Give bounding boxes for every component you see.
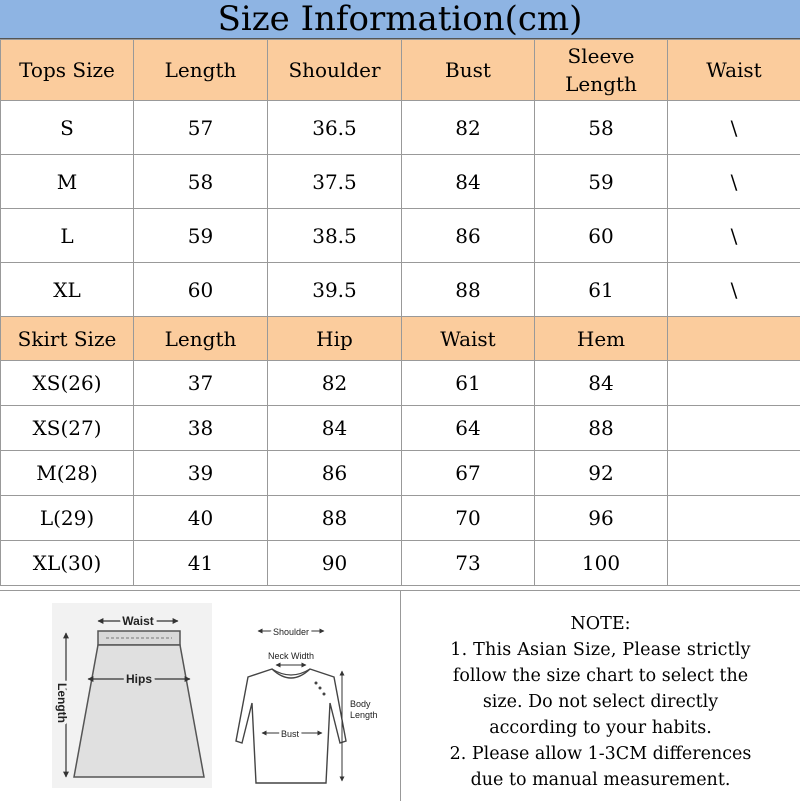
tops-header-cell: Bust <box>402 40 535 101</box>
skirt-header-row <box>1 317 800 361</box>
table-row <box>1 263 800 317</box>
table-cell: 37.5 <box>268 155 402 209</box>
table-cell: 39 <box>134 451 268 496</box>
table-row <box>1 209 800 263</box>
note-line: due to manual measurement. <box>401 767 800 793</box>
page-title: Size Information(cm) <box>0 0 800 40</box>
table-cell: 61 <box>535 263 668 317</box>
table-cell: 84 <box>402 155 535 209</box>
note-line: 1. This Asian Size, Please strictly <box>401 637 800 663</box>
skirt-waist-label: Waist <box>122 614 154 628</box>
table-cell: 70 <box>402 496 535 541</box>
skirt-header-cell: Skirt Size <box>1 317 134 361</box>
table-cell: 92 <box>535 451 668 496</box>
table-cell: 73 <box>402 541 535 586</box>
table-cell: 37 <box>134 361 268 406</box>
table-cell: 59 <box>134 209 268 263</box>
table-cell: 86 <box>402 209 535 263</box>
top-illustration <box>236 627 378 783</box>
tops-header-cell: Length <box>134 40 268 101</box>
table-cell: S <box>1 101 134 155</box>
skirt-illustration <box>52 603 212 788</box>
note-line: 2. Please allow 1-3CM differences <box>401 741 800 767</box>
table-cell: 86 <box>268 451 402 496</box>
tops-header-cell: Sleeve Length <box>535 40 668 101</box>
table-cell: 84 <box>535 361 668 406</box>
table-cell: 41 <box>134 541 268 586</box>
table-row <box>1 101 800 155</box>
tops-header-row <box>1 40 800 101</box>
skirt-header-cell: Waist <box>402 317 535 361</box>
table-cell: 39.5 <box>268 263 402 317</box>
tops-header-cell: Waist <box>668 40 800 101</box>
table-cell: 88 <box>535 406 668 451</box>
table-cell: L(29) <box>1 496 134 541</box>
skirt-header-cell: Hem <box>535 317 668 361</box>
table-cell: 88 <box>402 263 535 317</box>
notes-area <box>0 590 800 801</box>
table-cell: 60 <box>134 263 268 317</box>
top-bust-label: Bust <box>281 729 300 739</box>
table-cell <box>668 406 800 451</box>
measurement-diagram-svg <box>0 591 400 801</box>
top-body-shape <box>236 669 346 783</box>
table-row <box>1 451 800 496</box>
table-cell: 90 <box>268 541 402 586</box>
table-cell: 96 <box>535 496 668 541</box>
skirt-length-label: Length <box>55 683 69 723</box>
table-cell: L <box>1 209 134 263</box>
tops-header-cell: Tops Size <box>1 40 134 101</box>
table-cell: XS(27) <box>1 406 134 451</box>
table-cell: 59 <box>535 155 668 209</box>
table-cell: 100 <box>535 541 668 586</box>
table-cell <box>668 451 800 496</box>
note-line: follow the size chart to select the <box>401 663 800 689</box>
note-heading: NOTE: <box>401 611 800 637</box>
table-cell <box>668 496 800 541</box>
top-body-length-label: Body <box>350 699 371 709</box>
note-line: size. Do not select directly <box>401 689 800 715</box>
table-cell: 60 <box>535 209 668 263</box>
table-cell: 40 <box>134 496 268 541</box>
table-cell: 58 <box>134 155 268 209</box>
table-cell: \ <box>668 209 800 263</box>
table-cell <box>668 361 800 406</box>
table-cell: 36.5 <box>268 101 402 155</box>
table-row <box>1 155 800 209</box>
table-row <box>1 541 800 586</box>
skirt-header-cell <box>668 317 800 361</box>
table-cell: XL(30) <box>1 541 134 586</box>
table-cell: \ <box>668 101 800 155</box>
table-cell: \ <box>668 263 800 317</box>
table-row <box>1 406 800 451</box>
skirt-hips-label: Hips <box>126 672 152 686</box>
table-cell: \ <box>668 155 800 209</box>
table-cell: 38.5 <box>268 209 402 263</box>
table-row <box>1 361 800 406</box>
size-table <box>0 39 800 586</box>
table-cell: 58 <box>535 101 668 155</box>
tops-header-cell: Shoulder <box>268 40 402 101</box>
skirt-header-cell: Length <box>134 317 268 361</box>
table-cell: 57 <box>134 101 268 155</box>
table-cell: 82 <box>402 101 535 155</box>
table-cell: 67 <box>402 451 535 496</box>
note-line: according to your habits. <box>401 715 800 741</box>
table-cell: 88 <box>268 496 402 541</box>
table-cell: XL <box>1 263 134 317</box>
table-cell: 64 <box>402 406 535 451</box>
table-cell: 84 <box>268 406 402 451</box>
table-cell: 61 <box>402 361 535 406</box>
table-cell: M(28) <box>1 451 134 496</box>
table-row <box>1 496 800 541</box>
top-body-length-label-2: Length <box>350 710 378 720</box>
measurement-diagram <box>0 591 401 801</box>
table-cell: M <box>1 155 134 209</box>
note-panel <box>401 591 800 801</box>
top-neck-width-label: Neck Width <box>268 651 314 661</box>
skirt-header-cell: Hip <box>268 317 402 361</box>
table-cell: 82 <box>268 361 402 406</box>
top-shoulder-label: Shoulder <box>273 627 309 637</box>
table-cell <box>668 541 800 586</box>
table-cell: XS(26) <box>1 361 134 406</box>
table-cell: 38 <box>134 406 268 451</box>
